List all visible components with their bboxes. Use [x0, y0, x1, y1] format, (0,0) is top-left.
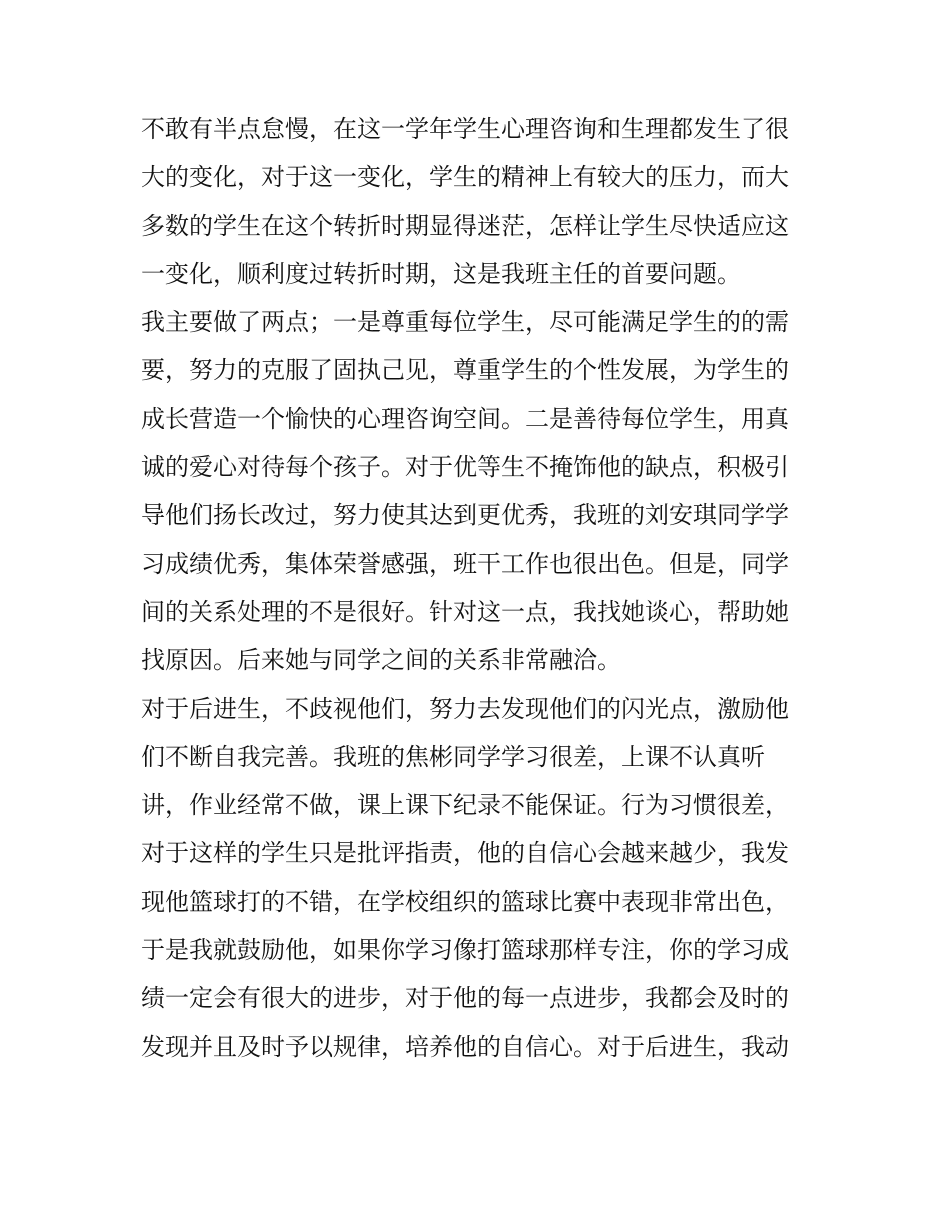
text-line: 不敢有半点怠慢，在这一学年学生心理咨询和生理都发生了很 — [141, 115, 789, 143]
text-line: 诚的爱心对待每个孩子。对于优等生不掩饰他的缺点，积极引 — [141, 453, 789, 482]
text-line: 发现并且及时予以规律，培养他的自信心。对于后进生，我动 — [141, 1032, 789, 1061]
text-line: 绩一定会有很大的进步，对于他的每一点进步，我都会及时的 — [141, 984, 789, 1013]
text-line: 导他们扬长改过，努力使其达到更优秀，我班的刘安琪同学学 — [141, 501, 789, 530]
text-line: 们不断自我完善。我班的焦彬同学学习很差，上课不认真听 — [141, 742, 765, 771]
text-line: 多数的学生在这个转折时期显得迷茫，怎样让学生尽快适应这 — [141, 211, 789, 240]
text-line: 间的关系处理的不是很好。针对这一点，我找她谈心，帮助她 — [141, 597, 789, 626]
text-line: 要，努力的克服了固执己见，尊重学生的个性发展，为学生的 — [141, 356, 789, 385]
text-line: 一变化，顺利度过转折时期，这是我班主任的首要问题。 — [141, 259, 741, 288]
text-line: 成长营造一个愉快的心理咨询空间。二是善待每位学生，用真 — [141, 404, 789, 433]
text-line: 我主要做了两点；一是尊重每位学生，尽可能满足学生的的需 — [141, 308, 789, 337]
body-text — [141, 105, 821, 1071]
text-line: 讲，作业经常不做，课上课下纪录不能保证。行为习惯很差， — [141, 791, 789, 820]
text-line: 找原因。后来她与同学之间的关系非常融洽。 — [141, 646, 621, 675]
text-line: 现他篮球打的不错，在学校组织的篮球比赛中表现非常出色， — [141, 887, 789, 916]
text-line: 对于这样的学生只是批评指责，他的自信心会越来越少，我发 — [141, 839, 789, 868]
text-line: 大的变化，对于这一变化，学生的精神上有较大的压力，而大 — [141, 163, 789, 192]
text-line: 习成绩优秀，集体荣誉感强，班干工作也很出色。但是，同学 — [141, 549, 789, 578]
text-line: 于是我就鼓励他，如果你学习像打篮球那样专注，你的学习成 — [141, 936, 789, 965]
text-line: 对于后进生，不歧视他们，努力去发现他们的闪光点，激励他 — [141, 694, 789, 723]
